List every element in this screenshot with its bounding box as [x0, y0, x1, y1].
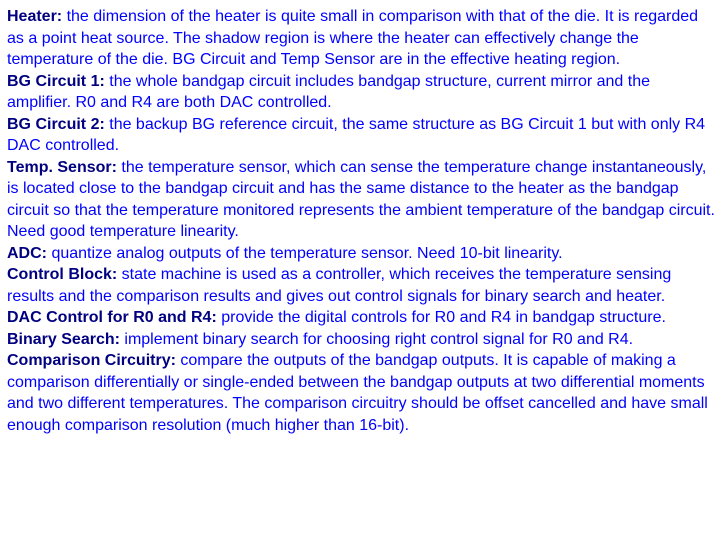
desc-comparison-circuitry: compare the outputs of the bandgap outputs. It is capable of making a comparison differentially or single-ended between the bandgap outputs at two differential moments and two different temperatures. The comparison circuitry should be offset cancelled and have small enough comparison resolution (much higher than 16-bit). [7, 352, 708, 434]
term-comparison-circuitry: Comparison Circuitry: [7, 352, 176, 369]
desc-adc: quantize analog outputs of the temperature sensor. Need 10-bit linearity. [47, 244, 563, 262]
term-dac-control: DAC Control for R0 and R4: [7, 309, 217, 326]
desc-bg-circuit-2: the backup BG reference circuit, the same structure as BG Circuit 1 but with only R4 DAC controlled. [7, 115, 706, 154]
entry-temp-sensor [7, 157, 715, 243]
entry-bg-circuit-2 [7, 114, 715, 157]
term-binary-search: Binary Search: [7, 330, 120, 348]
entry-binary-search [7, 329, 715, 351]
desc-control-block: state machine is used as a controller, which receives the temperature sensing results and the comparison results and gives out control signals for binary search and heater. [7, 266, 672, 305]
entry-adc [7, 243, 715, 265]
term-control-block: Control Block: [7, 266, 118, 283]
entry-dac-control [7, 307, 715, 329]
term-heater: Heater: [7, 8, 63, 25]
desc-heater: the dimension of the heater is quite small in comparison with that of the die. It is regarded as a point heat source. The shadow region is where the heater can effectively change the temperature of the die. BG Circuit and Temp Sensor are in the effective heating region. [7, 8, 699, 68]
desc-binary-search: implement binary search for choosing right control signal for R0 and R4. [119, 330, 634, 348]
desc-bg-circuit-1: the whole bandgap circuit includes bandgap structure, current mirror and the amplifier. R0 and R4 are both DAC controlled. [7, 72, 650, 111]
entry-comparison-circuitry [7, 350, 715, 436]
term-bg-circuit-1: BG Circuit 1: [7, 72, 105, 90]
desc-temp-sensor: the temperature sensor, which can sense the temperature change instantaneously, is located close to the bandgap circuit and has the same distance to the heater as the bandgap circuit so that the temperature monitored represents the ambient temperature of the bandgap circuit. Need good temperature linearity. [7, 158, 715, 240]
desc-dac-control: provide the digital controls for R0 and R4 in bandgap structure. [216, 309, 666, 326]
term-temp-sensor: Temp. Sensor: [7, 158, 117, 176]
entry-control-block [7, 264, 715, 307]
entry-bg-circuit-1 [7, 71, 715, 114]
entry-heater [7, 6, 715, 71]
document-body [7, 6, 715, 436]
term-bg-circuit-2: BG Circuit 2: [7, 115, 105, 133]
term-adc: ADC: [7, 244, 47, 262]
